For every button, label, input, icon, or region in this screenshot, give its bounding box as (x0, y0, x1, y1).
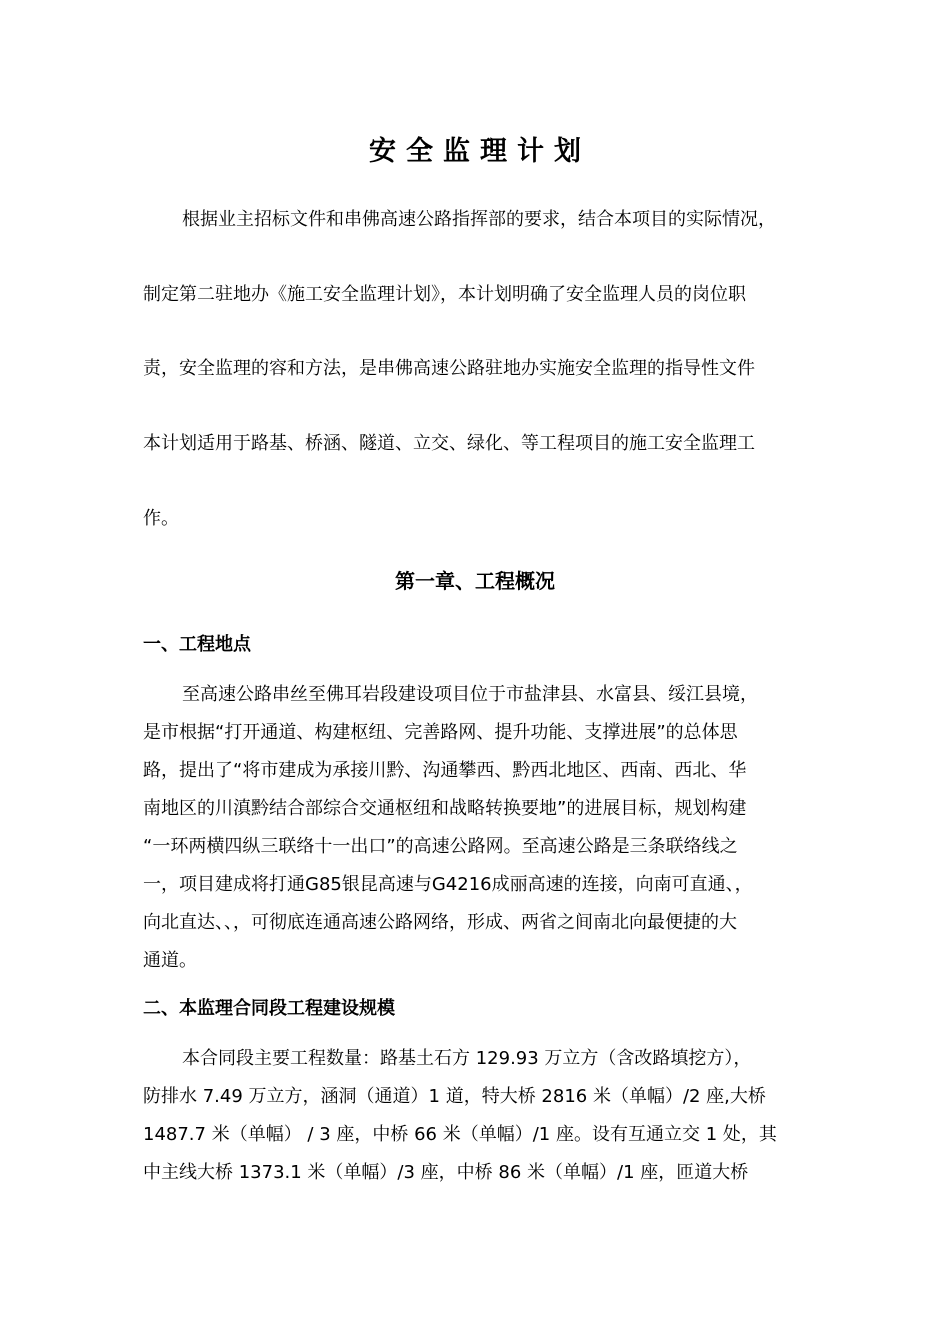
section2-line: 中主线大桥 1373.1 米（单幅）/3 座，中桥 86 米（单幅）/1 座，匝道大桥 (143, 1162, 749, 1183)
section1-line: 一，项目建成将打通G85银昆高速与G4216成丽高速的连接，向南可直通、， (143, 874, 753, 895)
intro-line: 本计划适用于路基、桥涵、隧道、立交、绿化、等工程项目的施工安全监理工 (143, 433, 755, 454)
section1-line: 向北直达、、，可彻底连通高速公路网络，形成、两省之间南北向最便捷的大 (143, 912, 737, 933)
section-heading-location: 一、工程地点 (143, 634, 251, 655)
document-title: 安全监理计划 (369, 136, 591, 167)
intro-line: 责，安全监理的容和方法，是串佛高速公路驻地办实施安全监理的指导性文件 (143, 358, 755, 379)
section1-line: 通道。 (143, 950, 197, 971)
section2-line: 防排水 7.49 万立方，涵洞（通道）1 道，特大桥 2816 米（单幅）/2 座,大桥 (143, 1086, 766, 1107)
section1-line: 至高速公路串丝至佛耳岩段建设项目位于市盐津县、水富县、绥江县境， (182, 684, 758, 705)
chapter-title: 第一章、工程概况 (395, 569, 555, 593)
section2-line: 1487.7 米（单幅） / 3 座，中桥 66 米（单幅）/1 座。设有互通立交 1 处，其 (143, 1124, 777, 1145)
section1-line: 是市根据“打开通道、构建枢纽、完善路网、提升功能、支撑进展”的总体思 (143, 722, 738, 743)
section1-line: 南地区的川滇黔结合部综合交通枢纽和战略转换要地”的进展目标，规划构建 (143, 798, 747, 819)
intro-line: 根据业主招标文件和串佛高速公路指挥部的要求，结合本项目的实际情况， (182, 209, 776, 230)
section2-line: 本合同段主要工程数量：路基土石方 129.93 万立方（含改路填挖方）， (182, 1048, 752, 1069)
section-heading-scale: 二、本监理合同段工程建设规模 (143, 998, 395, 1019)
intro-line: 作。 (143, 508, 179, 529)
section1-line: “一环两横四纵三联络十一出口”的高速公路网。至高速公路是三条联络线之 (143, 836, 738, 857)
intro-line: 制定第二驻地办《施工安全监理计划》，本计划明确了安全监理人员的岗位职 (143, 284, 746, 305)
section1-line: 路，提出了“将市建成为承接川黔、沟通攀西、黔西北地区、西南、西北、华 (143, 760, 747, 781)
